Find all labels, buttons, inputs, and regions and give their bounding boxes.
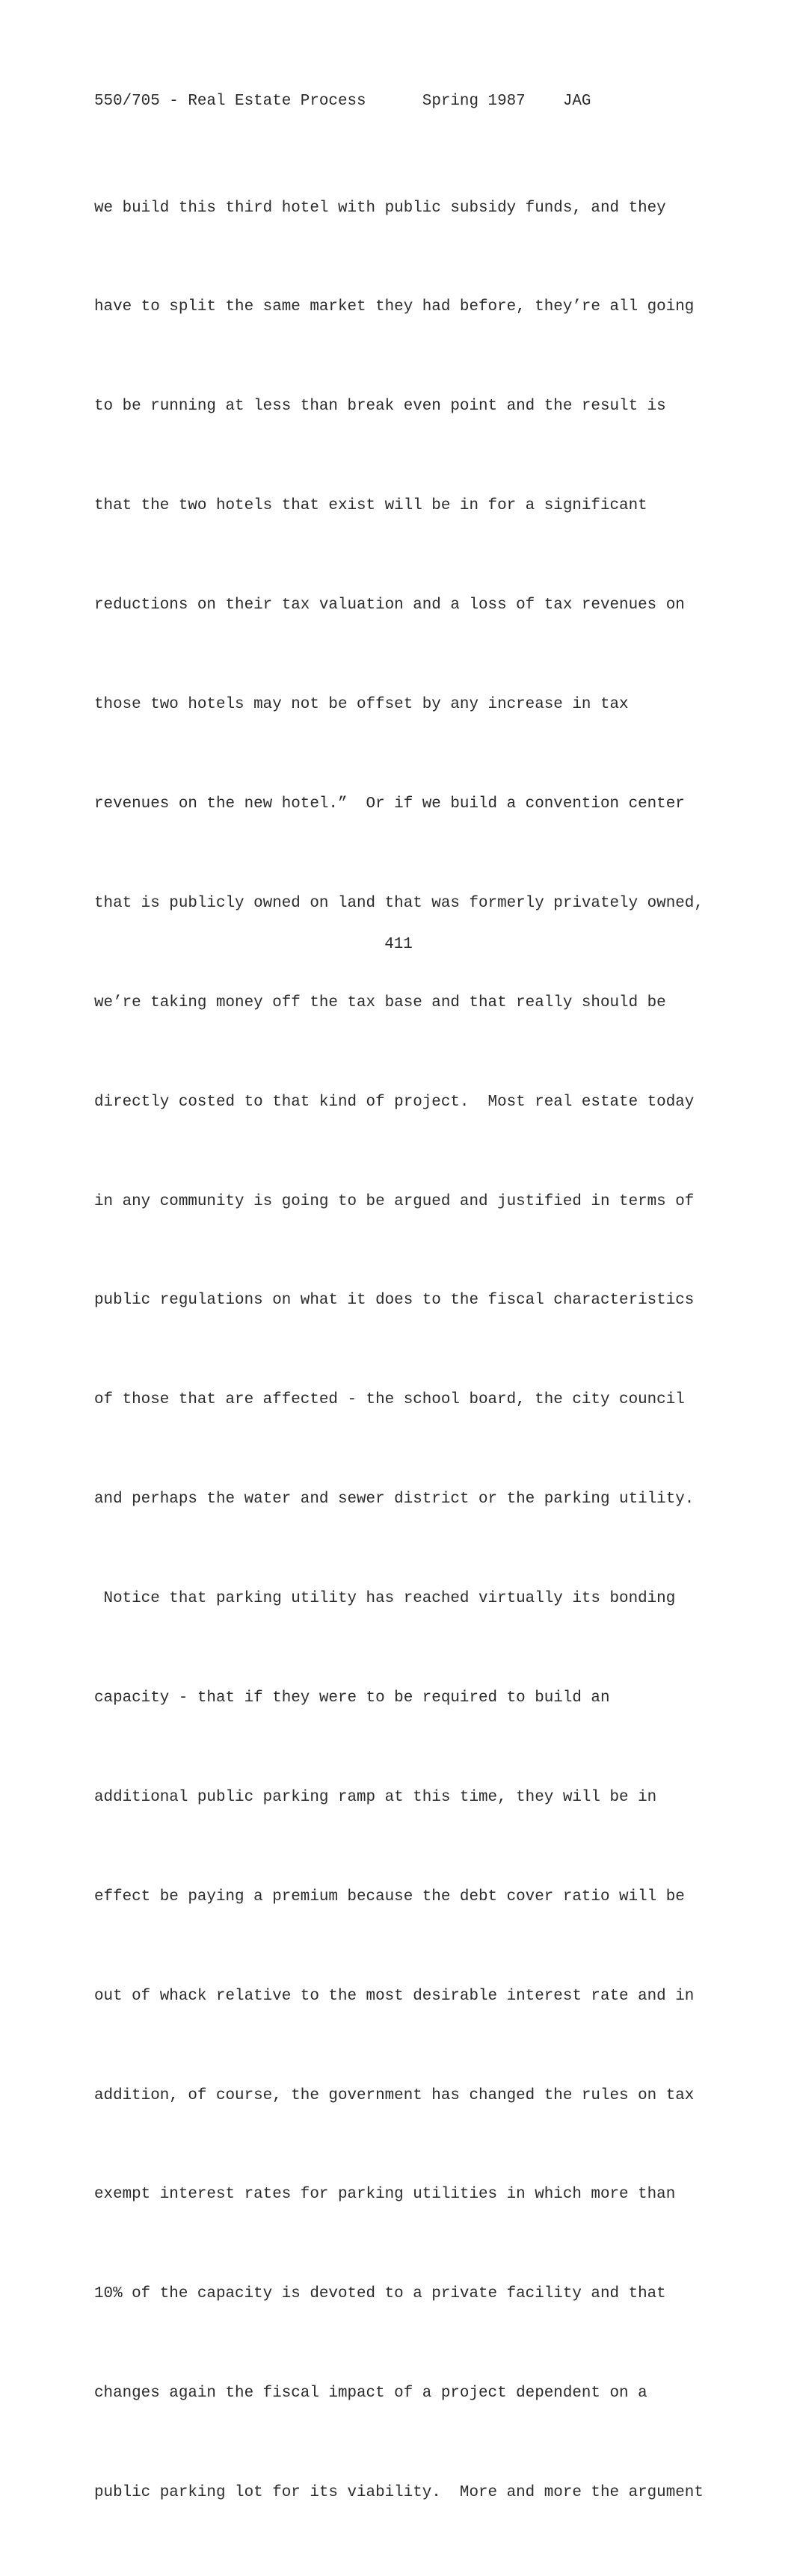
text-line: reductions on their tax valuation and a loss of tax revenues on	[94, 597, 685, 614]
body-text	[94, 126, 767, 2576]
page-header	[94, 93, 591, 111]
text-line: directly costed to that kind of project. Most real estate today	[94, 1093, 695, 1111]
header-term: Spring 1987	[422, 93, 526, 110]
text-line: addition, of course, the government has changed the rules on tax	[94, 2086, 695, 2104]
text-line: those two hotels may not be offset by any increase in tax	[94, 696, 629, 714]
text-line: capacity - that if they were to be required to build an	[94, 1689, 610, 1707]
text-line: 10% of the capacity is devoted to a private facility and that	[94, 2285, 666, 2303]
text-line: out of whack relative to the most desirable interest rate and in	[94, 1987, 695, 2005]
text-line: additional public parking ramp at this time, they will be in	[94, 1788, 657, 1806]
text-line: Notice that parking utility has reached virtually its bonding	[94, 1590, 676, 1608]
header-initials: JAG	[562, 93, 591, 110]
text-line: revenues on the new hotel.” Or if we build a convention center	[94, 795, 685, 813]
header-course: 550/705 - Real Estate Process	[94, 93, 366, 110]
text-line: and perhaps the water and sewer district or the parking utility.	[94, 1491, 695, 1509]
header-gap	[526, 93, 563, 110]
text-line: public parking lot for its viability. More and more the argument	[94, 2484, 704, 2502]
text-line: changes again the fiscal impact of a project dependent on a	[94, 2385, 647, 2403]
text-line: we’re taking money off the tax base and that really should be	[94, 993, 666, 1011]
text-line: public regulations on what it does to the fiscal characteristics	[94, 1292, 695, 1310]
text-line: exempt interest rates for parking utilities in which more than	[94, 2186, 676, 2204]
text-line: we build this third hotel with public subsidy funds, and they	[94, 199, 666, 217]
text-line: that is publicly owned on land that was formerly privately owned,	[94, 894, 704, 912]
text-line: to be running at less than break even point and the result is	[94, 398, 666, 416]
text-line: effect be paying a premium because the debt cover ratio will be	[94, 1888, 685, 1905]
text-line: of those that are affected - the school board, the city council	[94, 1391, 685, 1409]
text-line: have to split the same market they had before, they’re all going	[94, 298, 695, 316]
header-gap	[366, 93, 422, 110]
page-number: 411	[384, 936, 413, 953]
text-line: that the two hotels that exist will be in for a significant	[94, 497, 647, 515]
text-line: in any community is going to be argued and justified in terms of	[94, 1192, 695, 1210]
